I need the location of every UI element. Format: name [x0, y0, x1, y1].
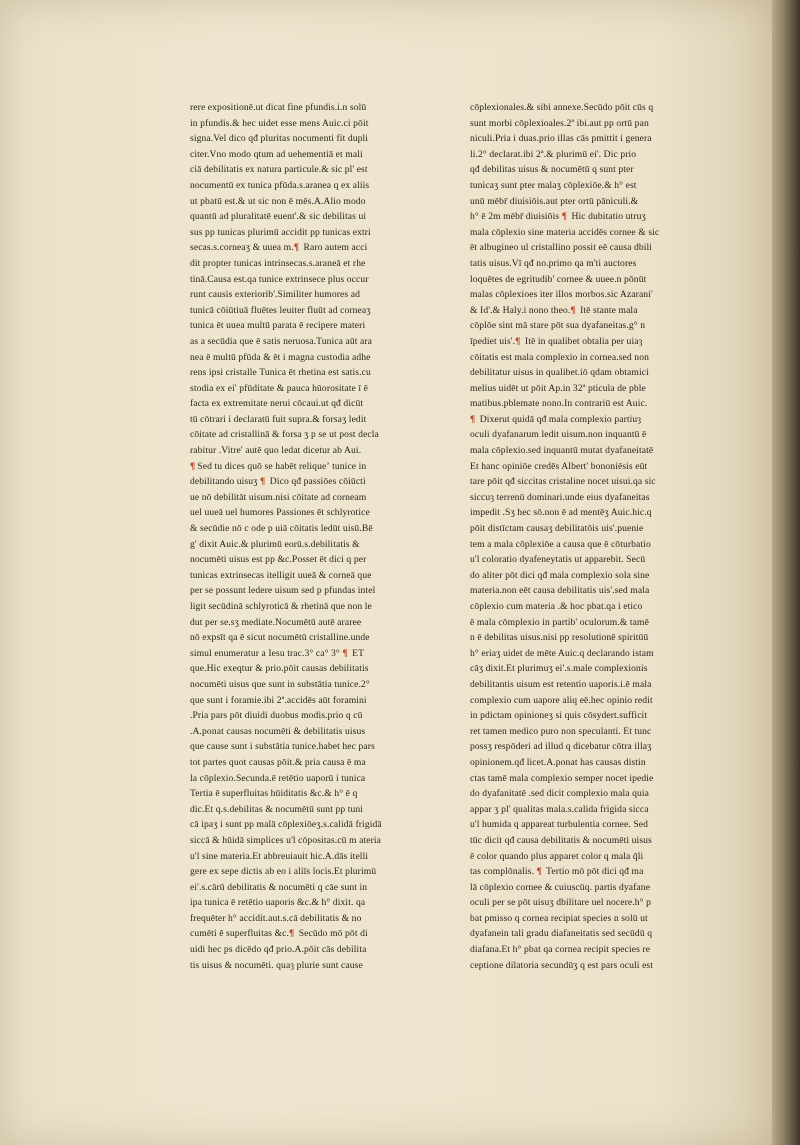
rubric-paragraph-mark: ¶	[561, 211, 567, 223]
text-line: tas complōnalis. ¶ Tertio mō pōt dici qđ ma	[470, 864, 702, 880]
text-line: cā ipaʒ i sunt pp malā cōplexiōeʒ.s.calidā frigidā	[190, 819, 382, 831]
text-line: impedit .Sʒ hec sō.non ē ad mentēʒ Auic.hic.q	[470, 507, 652, 519]
text-line: citer.Vno modo qtum ad uehementiā et mali	[190, 148, 363, 160]
text-line: li.2° declarat.ibi 2ª.& plurimū ei'. Dic prio	[470, 148, 637, 160]
text-line: signa.Vel dico qđ pluritas nocumenti fit dupli	[190, 133, 369, 145]
text-line: in pdictam opinioneʒ si quis cōsydert.sufficit	[470, 710, 648, 722]
text-line: nō expsīt qa ē sicut nocumētū cristalline.unde	[190, 632, 370, 644]
text-line: in pfundis.& hec uidet esse mens Auic.ci pōit	[190, 117, 369, 129]
text-line: debilitantis uisum est retentio uaporis.i.ē mala	[470, 678, 652, 690]
text-line: debilitando uisuʒ ¶ Dico qđ passiōes cōiūcti	[190, 474, 415, 490]
text-line: tūc dicit qđ causa debilitatis & nocumēti uisus	[470, 834, 652, 846]
text-line: cōitate ad cristallinā & forsa ʒ p se ut post decla	[190, 429, 379, 441]
text-line: simul enumeratur a Iesu trac.3° ca° 3° ¶ ET	[190, 646, 415, 662]
text-line: u'l humida q appareat turbulentia cornee. Sed	[470, 819, 649, 831]
text-line: matibus.pblemate nono.In contrariū est Auic.	[470, 398, 648, 410]
text-line: bat pmisso q cornea recipiat species n solū ut	[470, 912, 648, 924]
text-line: possʒ respōderi ad illud q dicebatur cōtra illaʒ	[470, 741, 652, 753]
text-line: tis uisus & nocumēti. quaȝ plurie sunt cause	[190, 959, 363, 971]
text-line: unū mēbr̄ diuisiōis.aut pter ortū pāniculi.&	[470, 195, 639, 207]
text-line: loquētes de egritudib' cornee & uuee.n pōnūt	[470, 273, 647, 285]
text-line: cumēti ē superfluitas &c.¶ Secūdo mō pōt di	[190, 926, 415, 942]
text-line: ctas tamē mala complexio semper nocet ipedie	[470, 772, 654, 784]
text-line: tem a mala cōplexiōe a causa que ē cōturbatio	[470, 538, 651, 550]
text-line: u'l coloratio dyafeneytatis ut apparebit. Secū	[470, 554, 646, 566]
text-line: ei'.s.cārū debilitatis & nocumēti q cāe sunt in	[190, 881, 368, 893]
text-line: dut per se.sʒ mediate.Nocumētū autē araree	[190, 616, 362, 628]
text-line: opinionem.qđ licet.A.ponat has causas distin	[470, 756, 646, 768]
text-line: materia.non eēt causa debilitatis uis'.sed mala	[470, 585, 650, 597]
text-line: nocumēti uisus est pp &c.Posset ēt dici q per	[190, 554, 367, 566]
text-line: ēt albugineo ul cristallino possit eē causa dbili	[470, 242, 653, 254]
text-line: rens ipsi cristalle Tunica ēt rhetina est satis.cu	[190, 367, 371, 379]
rubric-paragraph-mark: ¶	[570, 304, 576, 316]
text-line: gere ex sepe dictis ab eo i aliīs locis.Et plurimū	[190, 866, 377, 878]
text-line: que sunt i foramie.ibi 2ª.accidēs aūt foramini	[190, 694, 367, 706]
text-line: n ē debilitas uisus.nisi pp resolutionē spiritūū	[470, 632, 649, 644]
text-line: qđ debilitas uisus & nocumētū q sunt pter	[470, 164, 634, 176]
text-line: debilitatur uisus in qualibet.iō qdam obtamici	[470, 367, 649, 379]
text-line: sus pp tunicas plurimū accidit pp tunicas extri	[190, 226, 371, 238]
text-line: appar ʒ pl' qualitas mala.s.calida frigida sicca	[470, 803, 649, 815]
rubric-paragraph-mark: ¶	[470, 413, 476, 425]
rubric-paragraph-mark: ¶	[190, 460, 196, 472]
text-line: pōit distīctam causaʒ debilitatōis uis'.puenie	[470, 523, 644, 535]
text-line: .Pria pars pōt diuidi duobus modis.prio q cū	[190, 710, 363, 722]
text-line: dit propter tunicas intrinsecas.s.araneā et rhe	[190, 257, 366, 269]
text-line: cōplōe sint mā stare pōt sua dyafaneitas.g° n	[470, 320, 646, 332]
text-line: ut pbatū est.& ut sic non ē mēs.A.Alio modo	[190, 195, 366, 207]
left-text-column	[190, 100, 415, 973]
text-line: mala cōplexio.sed inquantū mutat dyafaneitatē	[470, 445, 654, 457]
text-line: runt causis exteriorib'.Similiter humores ad	[190, 289, 360, 301]
text-line: nocumēti uisus que sunt in substātia tunice.2°	[190, 678, 370, 690]
text-line: ue nō debilitāt uisum.nisi cōitate ad corneam	[190, 491, 367, 503]
text-line: oculi dyafanarum ledit uisum.non inquantū ē	[470, 429, 647, 441]
text-line: sunt morbi cōplexioales.2ª ibi.aut pp ortū pan	[470, 117, 649, 129]
text-line: & Id'.& Haly.i nono theo.¶ Itē stante mala	[470, 303, 702, 319]
text-line: h° eriaʒ uidet de mēte Auic.q declarando istam	[470, 647, 654, 659]
text-line: que cause sunt i substātia tunice.habet hec pars	[190, 741, 375, 753]
text-line: la cōplexio.Secunda.ē retētio uaporū i tunica	[190, 772, 366, 784]
text-line: facta ex extremitate nerui cōcaui.ut qđ dicūt	[190, 398, 364, 410]
text-line: tatis uisus.Vī qđ no.primo qa m'ti auctores	[470, 257, 637, 269]
text-line: secas.s.corneaʒ & uuea m.¶ Raro autem acci	[190, 240, 415, 256]
text-line: dyafanein tali gradu diafaneitatis sed secūdū q	[470, 928, 653, 940]
rubric-paragraph-mark: ¶	[260, 476, 266, 488]
text-line: rabitur .Vitre' autē quo ledat dicetur ab Aui.	[190, 445, 362, 457]
text-line: tinā.Causa est.qa tunice extrinsece plus occur	[190, 273, 369, 285]
text-line: ē mala cōmplexio in partib' oculorum.& tamē	[470, 616, 649, 628]
text-line: ¶ Dixerut quidā qđ mala complexio partiuȝ	[470, 412, 702, 428]
text-line: īpediet uis'.¶ Itē in qualibet obtalia per uiaȝ	[470, 334, 702, 350]
text-line: tunicā cōiūtiuā fluētes leuiter fluūt ad corneaʒ	[190, 304, 371, 316]
text-line: tare pōit qđ siccitas cristaline nocet uisui.qa sic	[470, 476, 656, 488]
text-line: oculi per se pōt uisuʒ dbilitare uel nocere.h° p	[470, 897, 652, 909]
text-line: ē color quando plus apparet color q mala q̄li	[470, 850, 644, 862]
text-line: u'l sine materia.Et abbreuiauit hic.A.dās itelli	[190, 850, 369, 862]
text-line: niculi.Pria i duas.prio illas cās pmittit i genera	[470, 133, 652, 145]
text-line: do aliter pōt dici qđ mala complexio sola sine	[470, 569, 650, 581]
text-line: do dyafanitatē .sed dicit complexio mala quia	[470, 788, 649, 800]
rubric-paragraph-mark: ¶	[288, 928, 295, 940]
text-line: stodia ex ei' pfūditate & pauca hūorositate ī ē	[190, 382, 368, 394]
rubric-paragraph-mark: ¶	[536, 866, 542, 878]
text-line: cōplexionales.& sibi annexe.Secūdo pōit cūs q	[470, 102, 654, 113]
rubric-paragraph-mark: ¶	[515, 335, 521, 347]
text-line: rere expositionē.ut dicat fine pfundis.i.n solū	[190, 102, 367, 113]
text-line: tū cōtrari i declaratū fuit supra.& forsaʒ ledit	[190, 413, 367, 425]
text-line: uidi hec ps dicēdo qđ prio.A.pōit cās debilita	[190, 944, 367, 956]
text-line: ¶ Sed tu dices quō se habēt reliqueʼ tunice in	[190, 459, 415, 475]
text-line: tunicaʒ sunt pter malaʒ cōplexiōe.& h° est	[470, 179, 637, 191]
text-line: h° ē 2m mēbr̄ diuisiōis ¶ Hic dubitatio utruʒ	[470, 209, 702, 225]
text-line: melius uidēt ut pōit Ap.in 32ª pticula de pble	[470, 382, 646, 394]
text-line: siccā & hūidā simplices u'l cōpositas.cū m ateria	[190, 834, 381, 846]
text-line: malas cōplexioes iter illos morbos.sic Azarani'	[470, 289, 653, 301]
text-line: per se possunt ledere uisum sed p pfundas intel	[190, 585, 376, 597]
text-line: tunica ēt uuea multū parata ē recipere materi	[190, 320, 366, 332]
text-line: quantū ad pluralitatē euent'.& sic debilitas ui	[190, 211, 367, 223]
text-line: g' dixit Auic.& plurimū eorū.s.debilitatis &	[190, 538, 360, 550]
page-edge	[772, 0, 800, 1145]
text-line: frequēter h° accidit.aut.s.cā debilitatis & no	[190, 912, 362, 924]
right-text-column	[470, 100, 702, 973]
text-line: uel uueā uel humores Passiones ēt schlyrotice	[190, 507, 370, 519]
text-line: ciā debilitatis ex natura particule.& sic pl' est	[190, 164, 368, 176]
text-line: cōitatis est mala complexio in cornea.sed non	[470, 351, 649, 363]
text-line: siccuȝ terrenū dominari.unde eius dyafaneitas	[470, 491, 650, 503]
text-line: cāʒ dixit.Et plurimuʒ ei'.s.male complexionis	[470, 663, 648, 675]
text-line: dic.Et q.s.debilitas & nocumētū sunt pp tuni	[190, 803, 364, 815]
text-line: complexio cum uapore aliq eē.hec opinio redit	[470, 694, 653, 706]
rubric-paragraph-mark: ¶	[293, 242, 300, 254]
text-line: .A.ponat causas nocumēti & debilitatis uisus	[190, 725, 366, 737]
text-line: ipa tunica ē retētio uaporis &c.& h° dixit. qa	[190, 897, 366, 909]
text-line: as a secūdia que ē satis neruosa.Tunica aūt ara	[190, 335, 373, 347]
text-line: diafana.Et h° pbat qa cornea recipit species re	[470, 944, 651, 956]
text-line: lā cōplexio cornee & cuiuscūq. partis dyafane	[470, 881, 651, 893]
rubric-paragraph-mark: ¶	[342, 647, 348, 659]
text-line: ceptione dilatoria secundūʒ q est pars oculi est	[470, 959, 654, 971]
text-line: cōplexio cum materia .& hoc pbat.qa i etico	[470, 601, 643, 612]
text-line: tunicas extrinsecas itelligit uueā & corneā que	[190, 569, 372, 581]
text-line: & secūdie nō c ode p uiā cōitatis ledūt uisū.Bē	[190, 523, 373, 535]
text-line: ret tamen medico puro non speculanti. Et tunc	[470, 725, 652, 737]
text-line: nocumentū ex tunica pfūda.s.aranea q ex aliis	[190, 179, 370, 191]
text-line: ligit secūdinā schlyroticā & rhetinā que non le	[190, 601, 372, 612]
text-line: Et hanc opiniōe credēs Albert' bononiēsis eūt	[470, 460, 648, 472]
text-line: nea ē multū pfūda & ēt i magna custodia adhe	[190, 351, 371, 363]
text-line: mala cōplexio sine materia accidēs cornee & sic	[470, 226, 660, 238]
text-line: Tertia ē superfluitas hūiditatis &c.& h° ē q	[190, 788, 358, 800]
text-line: tot partes quot causas pōit.& pria causa ē ma	[190, 756, 366, 768]
text-line: que.Hic exeqtur & prio.pōit causas debilitatis	[190, 663, 369, 675]
